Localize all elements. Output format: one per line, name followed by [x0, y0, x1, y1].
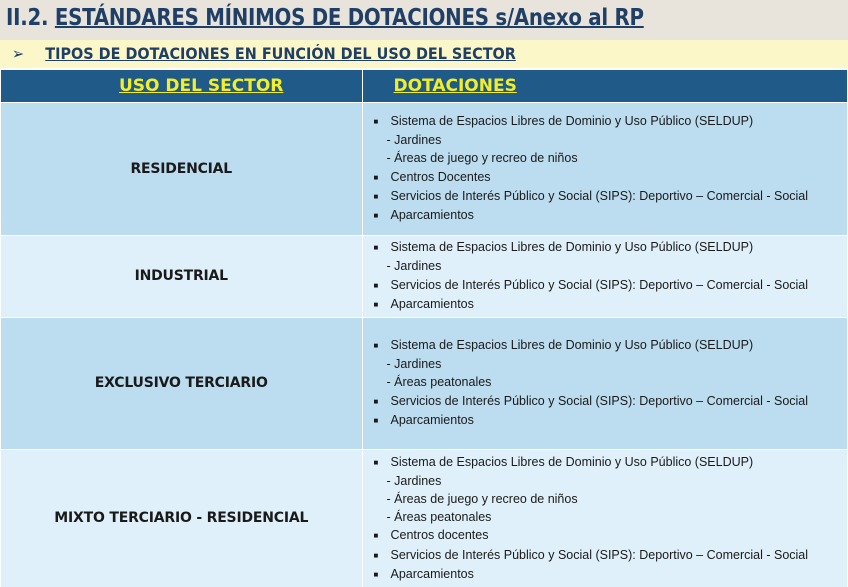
list-item — [371, 206, 848, 225]
list-item — [371, 112, 848, 131]
section-title: ESTÁNDARES MÍNIMOS DE DOTACIONES s/Anexo al RP — [54, 5, 644, 31]
list-item — [371, 490, 848, 508]
list-item — [371, 546, 848, 565]
list-item-text: - Jardines — [386, 357, 442, 372]
dotaciones-cell — [362, 102, 848, 235]
list-item — [371, 355, 848, 373]
list-item-text: - Áreas de juego y recreo de niños — [386, 491, 578, 506]
list-item-text: Centros Docentes — [390, 169, 491, 184]
list-item — [371, 411, 848, 430]
list-item-text: - Jardines — [386, 133, 442, 148]
list-item-text: - Áreas de juego y recreo de niños — [386, 151, 578, 166]
list-item-text: Sistema de Espacios Libres de Dominio y Uso Público (SELDUP) — [390, 454, 754, 469]
bullet-icon — [371, 412, 391, 430]
table-row — [1, 102, 848, 235]
list-item-text: - Áreas peatonales — [386, 375, 492, 390]
dotaciones-table — [1, 70, 848, 587]
list-item — [371, 373, 848, 391]
list-item — [371, 526, 848, 545]
subtitle — [12, 44, 516, 63]
list-item-text: - Áreas peatonales — [386, 510, 492, 525]
list-item-text: Aparcamientos — [390, 566, 474, 581]
bullet-icon — [371, 566, 391, 584]
bullet-icon — [371, 207, 391, 225]
table-header-row — [1, 70, 848, 102]
list-item-text: Sistema de Espacios Libres de Dominio y Uso Público (SELDUP) — [390, 337, 754, 352]
list-item-text: Aparcamientos — [390, 412, 474, 427]
bullet-icon — [371, 296, 391, 314]
list-item — [371, 472, 848, 490]
col-header-uso: USO DEL SECTOR — [1, 70, 362, 102]
page-title — [6, 5, 644, 31]
list-item — [371, 392, 848, 411]
list-item-text: Servicios de Interés Público y Social (SIPS): Deportivo – Comercial - Social — [390, 188, 809, 203]
list-item-text: Servicios de Interés Público y Social (SIPS): Deportivo – Comercial - Social — [390, 277, 809, 292]
dotaciones-cell — [362, 235, 848, 317]
dotaciones-cell — [362, 317, 848, 449]
list-item-text: - Jardines — [386, 259, 442, 274]
bullet-icon — [371, 527, 391, 545]
list-item-text: Servicios de Interés Público y Social (SIPS): Deportivo – Comercial - Social — [390, 547, 809, 562]
list-item — [371, 336, 848, 355]
table-row — [1, 449, 848, 587]
bullet-icon — [371, 454, 391, 472]
list-item-text: Sistema de Espacios Libres de Dominio y Uso Público (SELDUP) — [390, 113, 754, 128]
sector-cell: INDUSTRIAL — [1, 235, 362, 317]
list-item-text: Centros docentes — [390, 528, 489, 543]
bullet-icon — [371, 393, 391, 411]
bullet-icon — [371, 113, 391, 131]
dotaciones-list — [371, 112, 848, 225]
list-item — [371, 131, 848, 149]
list-item — [371, 508, 848, 526]
arrow-icon: ➢ — [12, 44, 25, 63]
list-item-text: Aparcamientos — [390, 296, 474, 311]
bullet-icon — [371, 169, 391, 187]
list-item-text: Servicios de Interés Público y Social (SIPS): Deportivo – Comercial - Social — [390, 393, 809, 408]
dotaciones-cell — [362, 449, 848, 587]
bullet-icon — [371, 337, 391, 355]
dotaciones-list — [371, 336, 848, 430]
dotaciones-list — [371, 453, 848, 584]
bullet-icon — [371, 547, 391, 565]
list-item — [371, 565, 848, 584]
bullet-icon — [371, 239, 391, 257]
bullet-icon — [371, 188, 391, 206]
sector-cell: MIXTO TERCIARIO - RESIDENCIAL — [1, 449, 362, 587]
subtitle-text: TIPOS DE DOTACIONES EN FUNCIÓN DEL USO DEL SECTOR — [45, 44, 516, 63]
list-item — [371, 276, 848, 295]
list-item-text: Aparcamientos — [390, 207, 474, 222]
table-row — [1, 235, 848, 317]
section-number: II.2. — [6, 5, 49, 31]
col-header-dotaciones: DOTACIONES — [362, 70, 848, 102]
list-item — [371, 149, 848, 167]
dotaciones-list — [371, 238, 848, 314]
list-item — [371, 187, 848, 206]
list-item — [371, 257, 848, 275]
sector-cell: RESIDENCIAL — [1, 102, 362, 235]
title-bar — [0, 0, 848, 40]
subtitle-bar — [0, 40, 848, 68]
table-row — [1, 317, 848, 449]
sector-cell: EXCLUSIVO TERCIARIO — [1, 317, 362, 449]
list-item-text: Sistema de Espacios Libres de Dominio y Uso Público (SELDUP) — [390, 240, 754, 255]
list-item — [371, 168, 848, 187]
bullet-icon — [371, 277, 391, 295]
list-item — [371, 453, 848, 472]
list-item-text: - Jardines — [386, 473, 442, 488]
list-item — [371, 238, 848, 257]
list-item — [371, 295, 848, 314]
